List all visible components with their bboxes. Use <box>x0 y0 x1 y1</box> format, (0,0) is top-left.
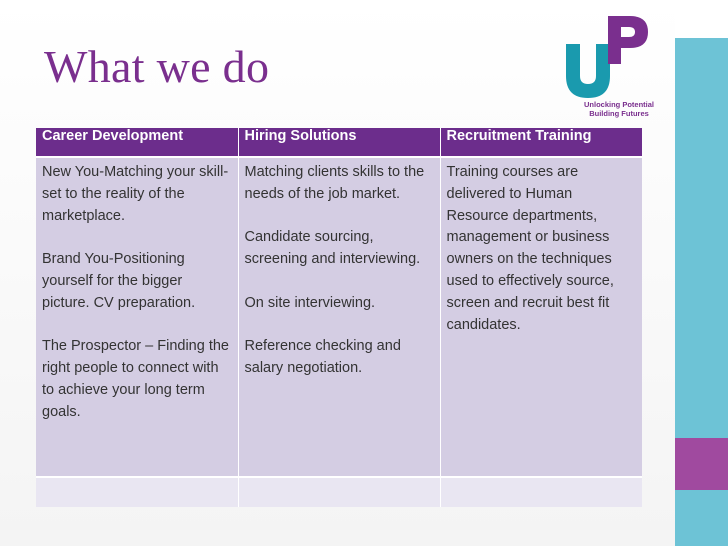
footer-cell <box>238 477 440 507</box>
table-row <box>36 157 642 477</box>
cell-paragraph: Reference checking and salary negotiation. <box>244 338 401 377</box>
stripe-block-purple <box>675 438 728 490</box>
cell-paragraph: The Prospector – Finding the right people to connect with to achieve your long term goals. <box>42 338 229 420</box>
table-header-row <box>36 128 642 157</box>
tagline-line-2: Building Futures <box>589 109 649 118</box>
footer-cell <box>36 477 238 507</box>
logo-p-glyph <box>608 16 648 64</box>
cell-paragraph: Brand You-Positioning yourself for the bigger picture. CV preparation. <box>42 251 196 311</box>
logo-u-glyph <box>566 44 610 98</box>
cell-paragraph: Training courses are delivered to Human Resource departments, management or business owners on the techniques used to effectively source, screen and recruit best fit candidates. <box>446 164 614 333</box>
cell-paragraph: Candidate sourcing, screening and interviewing. <box>244 229 421 268</box>
table-footer-row <box>36 477 642 507</box>
side-stripe <box>675 0 728 546</box>
footer-cell <box>440 477 642 507</box>
cell-recruitment-training <box>440 157 642 477</box>
cell-paragraph: New You-Matching your skill-set to the reality of the marketplace. <box>42 164 229 224</box>
cell-hiring-solutions <box>238 157 440 477</box>
cell-paragraph: Matching clients skills to the needs of the job market. <box>244 164 425 202</box>
header-hiring-solutions: Hiring Solutions <box>238 128 440 157</box>
header-career-development: Career Development <box>36 128 238 157</box>
cell-career-development <box>36 157 238 477</box>
cell-paragraph: On site interviewing. <box>244 294 376 311</box>
page-title: What we do <box>44 41 270 92</box>
logo-tagline <box>560 100 678 118</box>
services-table <box>36 128 642 507</box>
tagline-line-1: Unlocking Potential <box>583 100 654 109</box>
header-recruitment-training: Recruitment Training <box>440 128 642 157</box>
stripe-block-white <box>675 0 728 38</box>
